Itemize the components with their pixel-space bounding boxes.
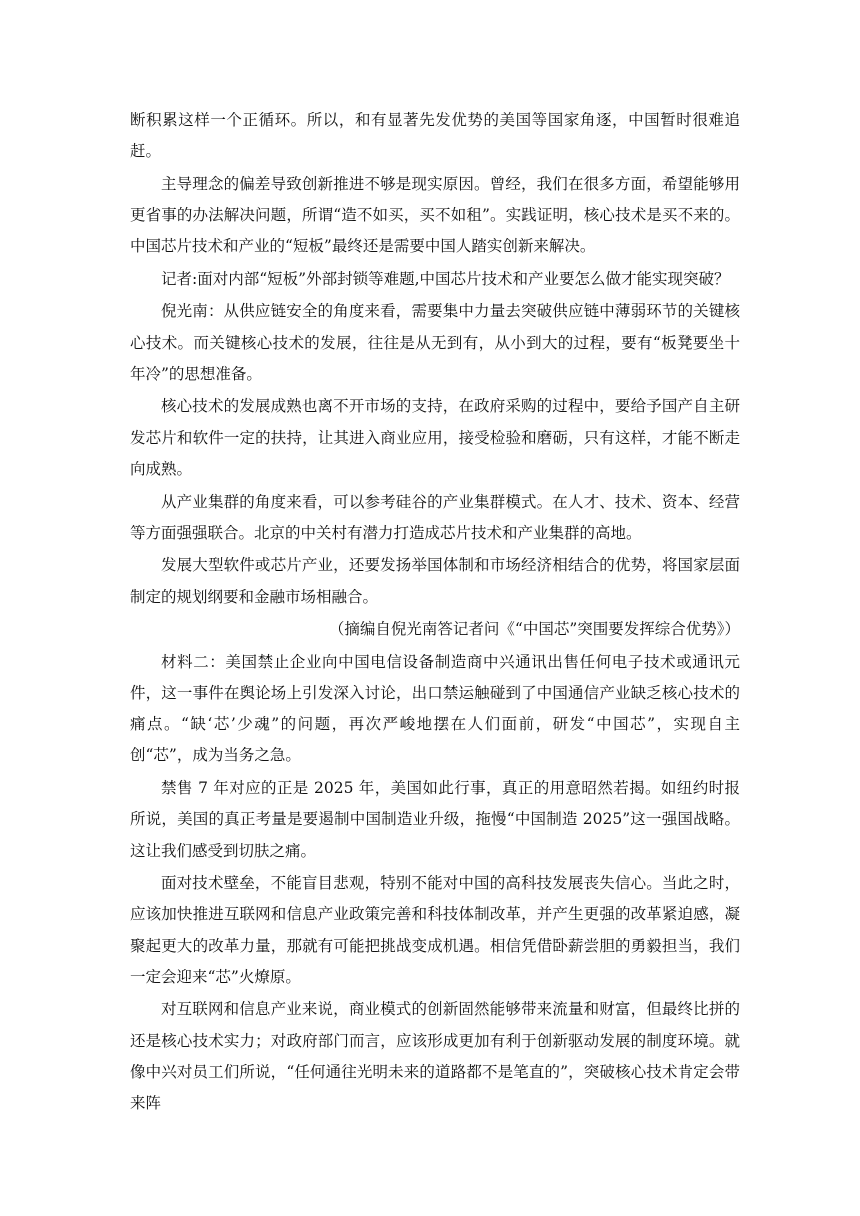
interviewee-answer: 倪光南：从供应链安全的角度来看，需要集中力量去突破供应链中薄弱环节的关键核心技术。而关键核心技术的发展，往往是从无到有，从小到大的过程，要有“板凳要坐十年冷”的思想准备。 [130,302,740,383]
paragraph: 发展大型软件或芯片产业，还要发扬举国体制和市场经济相结合的优势，将国家层面制定的规划纲要和金融市场相融合。 [130,556,740,606]
paragraph: 对互联网和信息产业来说，商业模式的创新固然能够带来流量和财富，但最终比拼的还是核心技术实力；对政府部门而言，应该形成更加有利于创新驱动发展的制度环境。就像中兴对员工们所说，“任何通往光明未来的道路都不是笔直的”，突破核心技术肯定会带来阵 [130,1000,740,1113]
source-citation: （摘编自倪光南答记者问《“中国芯”突围要发挥综合优势》） [328,620,740,639]
article-body [130,105,740,1121]
paragraph: 核心技术的发展成熟也离不开市场的支持，在政府采购的过程中，要给予国产自主研发芯片和软件一定的扶持，让其进入商业应用，接受检验和磨砺，只有这样，才能不断走向成熟。 [130,397,740,479]
paragraph-continuation: 断积累这样一个正循环。所以，和有显著先发优势的美国等国家角逐，中国暂时很难追赶。 [130,111,740,161]
paragraph: 主导理念的偏差导致创新推进不够是现实原因。曾经，我们在很多方面，希望能够用更省事的办法解决问题，所谓“造不如买，买不如租”。实践证明，核心技术是买不来的。中国芯片技术和产业的“短板”最终还是需要中国人踏实创新来解决。 [130,174,740,256]
reporter-question: 记者:面对内部“短板”外部封锁等难题,中国芯片技术和产业要怎么做才能实现突破？ [161,269,730,288]
material-two-heading-paragraph: 材料二：美国禁止企业向中国电信设备制造商中兴通讯出售任何电子技术或通讯元件，这一事件在舆论场上引发深入讨论，出口禁运触碰到了中国通信产业缺乏核心技术的痛点。“缺‘芯’少魂”的问题，再次严峻地摆在人们面前，研发“中国芯”，实现自主创“芯”，成为当务之急。 [130,652,740,765]
paragraph: 面对技术壁垒，不能盲目悲观，特别不能对中国的高科技发展丧失信心。当此之时，应该加快推进互联网和信息产业政策完善和科技体制改革，并产生更强的改革紧迫感，凝聚起更大的改革力量，那就有可能把挑战变成机遇。相信凭借卧薪尝胆的勇毅担当，我们一定会迎来“芯”火燎原。 [130,874,740,986]
paragraph: 从产业集群的角度来看，可以参考硅谷的产业集群模式。在人才、技术、资本、经营等方面强强联合。北京的中关村有潜力打造成芯片技术和产业集群的高地。 [130,492,740,542]
paragraph: 禁售 7 年对应的正是 2025 年，美国如此行事，真正的用意昭然若揭。如纽约时报所说，美国的真正考量是要遏制中国制造业升级，拖慢“中国制造 2025”这一强国战略。这让我们感受到切肤之痛。 [130,778,740,860]
